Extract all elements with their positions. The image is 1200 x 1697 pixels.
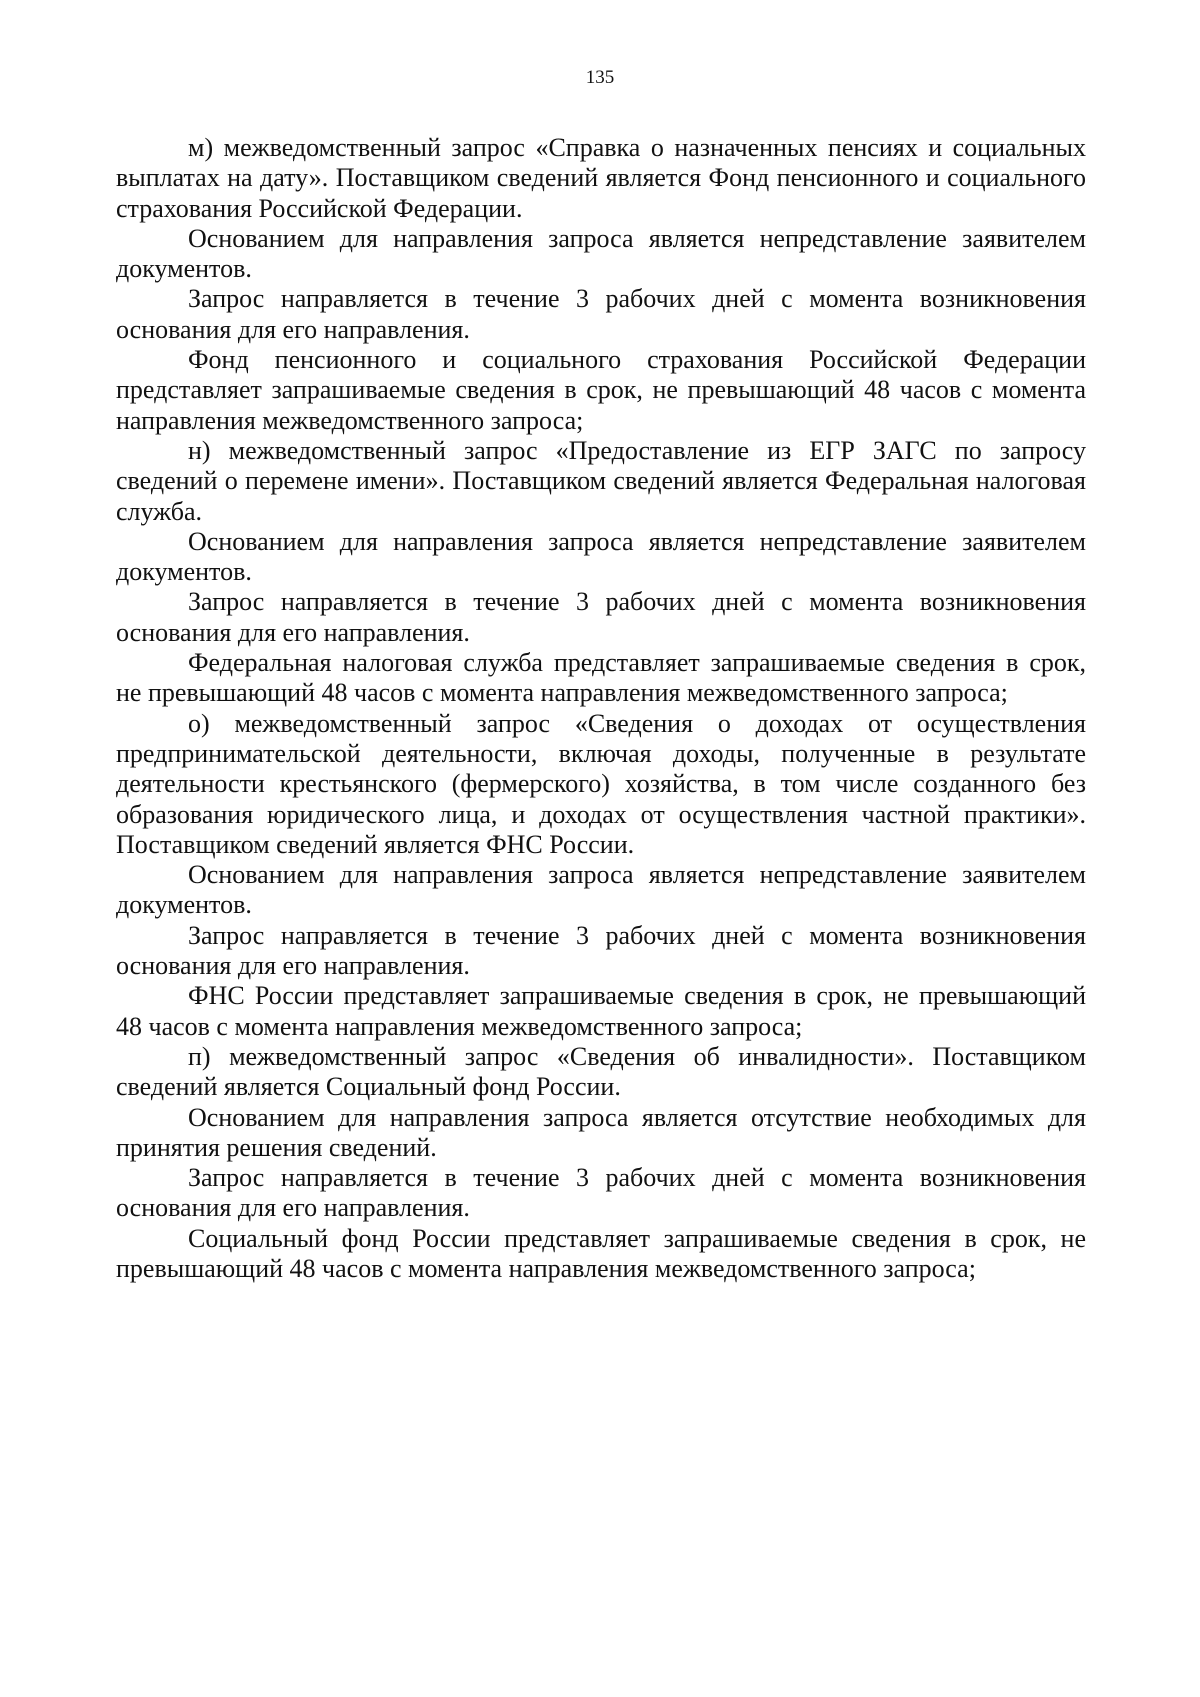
paragraph-deadline: Запрос направляется в течение 3 рабочих дней с момента возникновения основания для его направления. (116, 1163, 1086, 1223)
paragraph-response-term: Федеральная налоговая служба представляет запрашиваемые сведения в срок, не превышающий 48 часов с момента направления межведомственного запроса; (116, 648, 1086, 708)
paragraph-n-request: н) межведомственный запрос «Предоставление из ЕГР ЗАГС по запросу сведений о перемене имени». Поставщиком сведений является Федеральная налоговая служба. (116, 435, 1086, 526)
paragraph-basis: Основанием для направления запроса является непредставление заявителем документов. (116, 860, 1086, 920)
page-number: 135 (585, 67, 615, 88)
document-body (116, 133, 1086, 1284)
paragraph-response-term: Социальный фонд России представляет запрашиваемые сведения в срок, не превышающий 48 часов с момента направления межведомственного запроса; (116, 1223, 1086, 1283)
paragraph-deadline: Запрос направляется в течение 3 рабочих дней с момента возникновения основания для его направления. (116, 284, 1086, 344)
paragraph-basis: Основанием для направления запроса является непредставление заявителем документов. (116, 223, 1086, 284)
paragraph-response-term: Фонд пенсионного и социального страхования Российской Федерации представляет запрашиваемые сведения в срок, не превышающий 48 часов с момента направления межведомственного запроса; (116, 345, 1086, 435)
paragraph-o-request: о) межведомственный запрос «Сведения о доходах от осуществления предпринимательской деятельности, включая доходы, полученные в результате деятельности крестьянского (фермерского) хозяйства, в том числе созданного без образования юридического лица, и доходах от осуществления частной практики». Поставщиком сведений является ФНС России. (116, 708, 1086, 859)
paragraph-m-request: м) межведомственный запрос «Справка о назначенных пенсиях и социальных выплатах на дату». Поставщиком сведений является Фонд пенсионного и социального страхования Российской Федерации. (116, 133, 1086, 223)
paragraph-deadline: Запрос направляется в течение 3 рабочих дней с момента возникновения основания для его направления. (116, 587, 1086, 647)
paragraph-response-term: ФНС России представляет запрашиваемые сведения в срок, не превышающий 48 часов с момента направления межведомственного запроса; (116, 981, 1086, 1041)
paragraph-basis: Основанием для направления запроса является непредставление заявителем документов. (116, 526, 1086, 587)
paragraph-deadline: Запрос направляется в течение 3 рабочих дней с момента возникновения основания для его направления. (116, 920, 1086, 981)
paragraph-p-request: п) межведомственный запрос «Сведения об инвалидности». Поставщиком сведений является Социальный фонд России. (116, 1041, 1086, 1102)
paragraph-basis: Основанием для направления запроса является отсутствие необходимых для принятия решения сведений. (116, 1102, 1086, 1162)
